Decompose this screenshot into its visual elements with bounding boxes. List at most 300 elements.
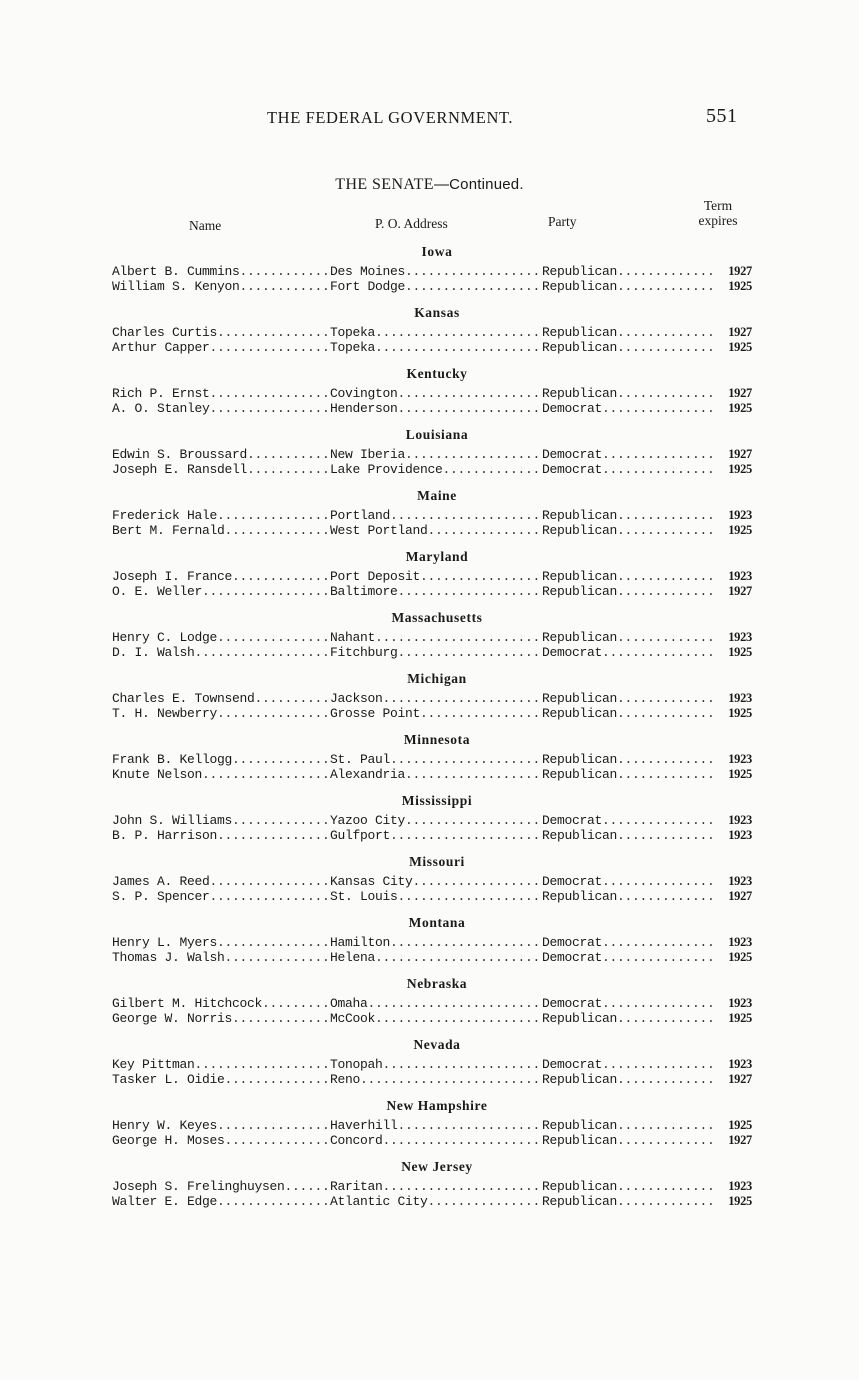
- senator-name: Henry W. Keyes: [112, 1118, 218, 1133]
- senator-address: Topeka: [330, 325, 376, 340]
- senator-party: Republican: [542, 767, 618, 782]
- senator-address: West Portland: [330, 523, 428, 538]
- senator-term: 1923: [728, 828, 752, 842]
- senator-name-cell: [112, 523, 328, 538]
- senator-name: D. I. Walsh: [112, 645, 195, 660]
- senator-term-cell: [716, 462, 752, 477]
- senator-term: 1923: [728, 569, 752, 583]
- senator-address: Yazoo City: [330, 813, 406, 828]
- senator-term-cell: [716, 889, 752, 904]
- senator-row: [112, 1194, 762, 1209]
- senator-party-cell: [542, 569, 712, 584]
- state-heading: Minnesota: [403, 732, 471, 747]
- senator-term: 1927: [728, 1133, 752, 1147]
- senator-name: Henry L. Myers: [112, 935, 218, 950]
- column-header-term-line2: expires: [698, 213, 738, 228]
- senator-party: Republican: [542, 1194, 618, 1209]
- senator-name-cell: [112, 401, 328, 416]
- state-block: [112, 609, 762, 660]
- senator-party: Republican: [542, 325, 618, 340]
- senator-address: Atlantic City: [330, 1194, 428, 1209]
- senator-name-cell: [112, 691, 328, 706]
- senator-row: [112, 706, 762, 721]
- senator-term-cell: [716, 1133, 752, 1148]
- senator-party: Republican: [542, 1133, 618, 1148]
- senator-address: Port Deposit: [330, 569, 421, 584]
- senator-name: Rich P. Ernst: [112, 386, 210, 401]
- senator-name: Knute Nelson: [112, 767, 203, 782]
- state-block: [112, 975, 762, 1026]
- section-continued: —Continued.: [433, 176, 524, 193]
- senator-party-cell: [542, 340, 712, 355]
- senator-row: [112, 828, 762, 843]
- state-block: [112, 243, 762, 294]
- senator-term: 1927: [728, 447, 752, 461]
- state-heading: Missouri: [409, 854, 465, 869]
- senator-address-cell: [330, 889, 538, 904]
- senator-name: O. E. Weller: [112, 584, 203, 599]
- senator-party-cell: [542, 950, 712, 965]
- senator-party: Democrat: [542, 645, 603, 660]
- senator-term-cell: [716, 752, 752, 767]
- senator-name: S. P. Spencer: [112, 889, 210, 904]
- senator-name: James A. Reed: [112, 874, 210, 889]
- senator-address-cell: [330, 752, 538, 767]
- senator-term: 1923: [728, 752, 752, 766]
- state-heading: New Hampshire: [386, 1098, 488, 1113]
- senator-term-cell: [716, 386, 752, 401]
- senator-name: Edwin S. Broussard: [112, 447, 248, 462]
- state-block: [112, 1036, 762, 1087]
- senator-party-cell: [542, 1179, 712, 1194]
- senator-name: Tasker L. Oidie: [112, 1072, 225, 1087]
- senator-party: Republican: [542, 523, 618, 538]
- senator-address-cell: [330, 630, 538, 645]
- senator-address: Haverhill: [330, 1118, 398, 1133]
- senator-party: Republican: [542, 1011, 618, 1026]
- senator-party: Democrat: [542, 462, 603, 477]
- senator-name-cell: [112, 889, 328, 904]
- state-block: [112, 426, 762, 477]
- senator-party: Republican: [542, 752, 618, 767]
- senator-address-cell: [330, 508, 538, 523]
- senator-address-cell: [330, 950, 538, 965]
- state-block: [112, 792, 762, 843]
- senator-name-cell: [112, 1057, 328, 1072]
- senator-address: McCook: [330, 1011, 376, 1026]
- senator-row: [112, 508, 762, 523]
- senator-name-cell: [112, 1133, 328, 1148]
- senator-term-cell: [716, 874, 752, 889]
- senator-row: [112, 1057, 762, 1072]
- senator-term: 1923: [728, 1057, 752, 1071]
- senator-address-cell: [330, 340, 538, 355]
- senator-name: Charles Curtis: [112, 325, 218, 340]
- senator-row: [112, 630, 762, 645]
- senator-name-cell: [112, 950, 328, 965]
- state-block: [112, 1158, 762, 1209]
- senate-roster: [112, 243, 762, 1219]
- senator-row: [112, 889, 762, 904]
- senator-party: Democrat: [542, 813, 603, 828]
- senator-term-cell: [716, 996, 752, 1011]
- running-head: [0, 105, 859, 132]
- senator-party-cell: [542, 935, 712, 950]
- state-block: [112, 304, 762, 355]
- senator-party-cell: [542, 1011, 712, 1026]
- section-title-text: THE SENATE: [335, 176, 434, 193]
- senator-term: 1923: [728, 508, 752, 522]
- senator-term: 1925: [728, 1194, 752, 1208]
- senator-name-cell: [112, 264, 328, 279]
- senator-party-cell: [542, 264, 712, 279]
- senator-party: Democrat: [542, 950, 603, 965]
- senator-term-cell: [716, 645, 752, 660]
- senator-row: [112, 386, 762, 401]
- senator-name-cell: [112, 874, 328, 889]
- senator-row: [112, 584, 762, 599]
- senator-term: 1925: [728, 1118, 752, 1132]
- section-title: [0, 176, 859, 194]
- state-heading: Iowa: [421, 244, 453, 259]
- senator-party: Republican: [542, 691, 618, 706]
- state-heading: New Jersey: [401, 1159, 473, 1174]
- senator-address-cell: [330, 279, 538, 294]
- senator-row: [112, 813, 762, 828]
- senator-term-cell: [716, 523, 752, 538]
- senator-address-cell: [330, 1194, 538, 1209]
- senator-party-cell: [542, 325, 712, 340]
- senator-name-cell: [112, 1179, 328, 1194]
- senator-name: Albert B. Cummins: [112, 264, 240, 279]
- senator-name: William S. Kenyon: [112, 279, 240, 294]
- senator-address-cell: [330, 813, 538, 828]
- senator-name: B. P. Harrison: [112, 828, 218, 843]
- senator-address: Reno: [330, 1072, 361, 1087]
- column-header-term-line1: Term: [703, 198, 733, 213]
- senator-term-cell: [716, 767, 752, 782]
- senator-name-cell: [112, 1194, 328, 1209]
- senator-row: [112, 279, 762, 294]
- state-block: [112, 1097, 762, 1148]
- senator-term: 1923: [728, 630, 752, 644]
- senator-party: Democrat: [542, 447, 603, 462]
- senator-name-cell: [112, 340, 328, 355]
- senator-term: 1923: [728, 874, 752, 888]
- state-heading: Maryland: [405, 549, 469, 564]
- senator-term: 1927: [728, 264, 752, 278]
- senator-term-cell: [716, 706, 752, 721]
- senator-address: St. Louis: [330, 889, 398, 904]
- senator-term-cell: [716, 508, 752, 523]
- senator-term: 1925: [728, 401, 752, 415]
- senator-party-cell: [542, 630, 712, 645]
- senator-party-cell: [542, 996, 712, 1011]
- senator-party-cell: [542, 1133, 712, 1148]
- senator-term-cell: [716, 584, 752, 599]
- senator-address-cell: [330, 584, 538, 599]
- senator-row: [112, 1118, 762, 1133]
- senator-address: Nahant: [330, 630, 376, 645]
- senator-row: [112, 523, 762, 538]
- senator-address-cell: [330, 462, 538, 477]
- senator-party: Republican: [542, 889, 618, 904]
- senator-term-cell: [716, 401, 752, 416]
- senator-name-cell: [112, 325, 328, 340]
- senator-row: [112, 325, 762, 340]
- senator-address: New Iberia: [330, 447, 406, 462]
- senator-party: Republican: [542, 584, 618, 599]
- senator-party-cell: [542, 523, 712, 538]
- senator-party-cell: [542, 1118, 712, 1133]
- state-heading: Nebraska: [406, 976, 468, 991]
- senator-party-cell: [542, 462, 712, 477]
- senator-name-cell: [112, 935, 328, 950]
- senator-row: [112, 996, 762, 1011]
- senator-address-cell: [330, 828, 538, 843]
- senator-name-cell: [112, 645, 328, 660]
- senator-term: 1923: [728, 813, 752, 827]
- senator-name-cell: [112, 386, 328, 401]
- senator-party: Democrat: [542, 401, 603, 416]
- senator-name: Charles E. Townsend: [112, 691, 255, 706]
- senator-address-cell: [330, 935, 538, 950]
- senator-row: [112, 935, 762, 950]
- senator-party: Democrat: [542, 1057, 603, 1072]
- senator-address-cell: [330, 706, 538, 721]
- senator-party-cell: [542, 401, 712, 416]
- senator-party-cell: [542, 279, 712, 294]
- senator-address-cell: [330, 1133, 538, 1148]
- senator-party-cell: [542, 752, 712, 767]
- senator-address: Lake Providence: [330, 462, 443, 477]
- senator-address: Grosse Point: [330, 706, 421, 721]
- senator-term-cell: [716, 691, 752, 706]
- senator-name-cell: [112, 630, 328, 645]
- senator-term: 1925: [728, 279, 752, 293]
- senator-party: Republican: [542, 508, 618, 523]
- senator-term: 1923: [728, 691, 752, 705]
- state-heading: Louisiana: [405, 427, 469, 442]
- state-block: [112, 914, 762, 965]
- senator-address: Helena: [330, 950, 376, 965]
- senator-term: 1925: [728, 706, 752, 720]
- senator-party: Republican: [542, 279, 618, 294]
- senator-name-cell: [112, 447, 328, 462]
- state-block: [112, 487, 762, 538]
- senator-term-cell: [716, 935, 752, 950]
- senator-party-cell: [542, 1057, 712, 1072]
- senator-row: [112, 264, 762, 279]
- senator-party: Republican: [542, 706, 618, 721]
- senator-address: Concord: [330, 1133, 383, 1148]
- senator-party-cell: [542, 874, 712, 889]
- senator-address: Alexandria: [330, 767, 406, 782]
- senator-term: 1927: [728, 889, 752, 903]
- senator-name-cell: [112, 1072, 328, 1087]
- senator-address-cell: [330, 1118, 538, 1133]
- senator-term: 1925: [728, 950, 752, 964]
- senator-name: T. H. Newberry: [112, 706, 218, 721]
- senator-name-cell: [112, 569, 328, 584]
- senator-name: George H. Moses: [112, 1133, 225, 1148]
- senator-party: Republican: [542, 340, 618, 355]
- senator-party: Democrat: [542, 996, 603, 1011]
- state-heading: Massachusetts: [391, 610, 483, 625]
- senator-address-cell: [330, 325, 538, 340]
- senator-address: Omaha: [330, 996, 368, 1011]
- senator-term: 1923: [728, 935, 752, 949]
- senator-address: St. Paul: [330, 752, 391, 767]
- senator-row: [112, 447, 762, 462]
- senator-party-cell: [542, 386, 712, 401]
- state-heading: Michigan: [407, 671, 467, 686]
- senator-party: Republican: [542, 630, 618, 645]
- senator-term: 1927: [728, 386, 752, 400]
- senator-address-cell: [330, 1072, 538, 1087]
- senator-party-cell: [542, 706, 712, 721]
- senator-name-cell: [112, 752, 328, 767]
- senator-address: Fort Dodge: [330, 279, 406, 294]
- senator-name: George W. Norris: [112, 1011, 233, 1026]
- senator-term-cell: [716, 1118, 752, 1133]
- senator-name: A. O. Stanley: [112, 401, 210, 416]
- senator-address: Henderson: [330, 401, 398, 416]
- senator-party-cell: [542, 767, 712, 782]
- senator-term: 1925: [728, 1011, 752, 1025]
- page-number: 551: [706, 105, 738, 127]
- senator-address: Hamilton: [330, 935, 391, 950]
- senator-row: [112, 767, 762, 782]
- senator-address-cell: [330, 264, 538, 279]
- state-heading: Kansas: [414, 305, 460, 320]
- senator-address-cell: [330, 386, 538, 401]
- senator-name-cell: [112, 706, 328, 721]
- senator-party-cell: [542, 828, 712, 843]
- senator-party: Democrat: [542, 935, 603, 950]
- senator-name-cell: [112, 462, 328, 477]
- senator-term: 1927: [728, 584, 752, 598]
- senator-row: [112, 752, 762, 767]
- senator-name-cell: [112, 584, 328, 599]
- senator-address: Tonopah: [330, 1057, 383, 1072]
- senator-address: Covington: [330, 386, 398, 401]
- senator-party-cell: [542, 1194, 712, 1209]
- senator-name: Henry C. Lodge: [112, 630, 218, 645]
- senator-name: Frank B. Kellogg: [112, 752, 233, 767]
- senator-term: 1923: [728, 1179, 752, 1193]
- senator-row: [112, 1133, 762, 1148]
- senator-row: [112, 950, 762, 965]
- senator-term-cell: [716, 950, 752, 965]
- senator-row: [112, 645, 762, 660]
- senator-party: Republican: [542, 386, 618, 401]
- senator-row: [112, 340, 762, 355]
- senator-term-cell: [716, 1011, 752, 1026]
- senator-row: [112, 569, 762, 584]
- column-header-term: [694, 198, 742, 228]
- senator-term-cell: [716, 264, 752, 279]
- senator-term: 1925: [728, 340, 752, 354]
- senator-name-cell: [112, 1011, 328, 1026]
- senator-address-cell: [330, 645, 538, 660]
- senator-name: Bert M. Fernald: [112, 523, 225, 538]
- senator-party-cell: [542, 1072, 712, 1087]
- senator-address-cell: [330, 523, 538, 538]
- senator-term-cell: [716, 340, 752, 355]
- senator-term: 1927: [728, 1072, 752, 1086]
- state-heading: Kentucky: [406, 366, 468, 381]
- senator-name-cell: [112, 767, 328, 782]
- senator-address-cell: [330, 569, 538, 584]
- senator-address-cell: [330, 874, 538, 889]
- senator-address-cell: [330, 1057, 538, 1072]
- senator-party-cell: [542, 691, 712, 706]
- senator-term-cell: [716, 630, 752, 645]
- state-heading: Mississippi: [401, 793, 473, 808]
- senator-address: Gulfport: [330, 828, 391, 843]
- state-heading: Montana: [408, 915, 466, 930]
- senator-address-cell: [330, 691, 538, 706]
- state-heading: Nevada: [413, 1037, 461, 1052]
- senator-name: Joseph S. Frelinghuysen: [112, 1179, 285, 1194]
- senator-term: 1925: [728, 767, 752, 781]
- senator-row: [112, 401, 762, 416]
- senator-row: [112, 1072, 762, 1087]
- state-block: [112, 548, 762, 599]
- state-block: [112, 365, 762, 416]
- senator-party-cell: [542, 584, 712, 599]
- column-header-name: Name: [189, 218, 222, 233]
- senator-term-cell: [716, 813, 752, 828]
- senator-address: Portland: [330, 508, 391, 523]
- senator-row: [112, 462, 762, 477]
- senator-party-cell: [542, 508, 712, 523]
- senator-term-cell: [716, 828, 752, 843]
- state-block: [112, 731, 762, 782]
- senator-row: [112, 1011, 762, 1026]
- senator-term: 1927: [728, 325, 752, 339]
- senator-term-cell: [716, 1194, 752, 1209]
- senator-party-cell: [542, 645, 712, 660]
- state-block: [112, 853, 762, 904]
- senator-name-cell: [112, 279, 328, 294]
- senator-address-cell: [330, 996, 538, 1011]
- senator-name-cell: [112, 996, 328, 1011]
- senator-term-cell: [716, 569, 752, 584]
- senator-address-cell: [330, 401, 538, 416]
- senator-term-cell: [716, 1179, 752, 1194]
- senator-row: [112, 691, 762, 706]
- senator-term: 1923: [728, 996, 752, 1010]
- senator-name-cell: [112, 813, 328, 828]
- senator-address-cell: [330, 767, 538, 782]
- senator-party-cell: [542, 889, 712, 904]
- senator-row: [112, 874, 762, 889]
- senator-name-cell: [112, 1118, 328, 1133]
- senator-name-cell: [112, 508, 328, 523]
- senator-term-cell: [716, 1072, 752, 1087]
- senator-term: 1925: [728, 462, 752, 476]
- senator-term-cell: [716, 279, 752, 294]
- senator-address-cell: [330, 1179, 538, 1194]
- running-title: THE FEDERAL GOVERNMENT.: [267, 108, 514, 127]
- senator-term-cell: [716, 325, 752, 340]
- state-block: [112, 670, 762, 721]
- senator-party: Republican: [542, 1118, 618, 1133]
- senator-address-cell: [330, 1011, 538, 1026]
- senator-party: Republican: [542, 1072, 618, 1087]
